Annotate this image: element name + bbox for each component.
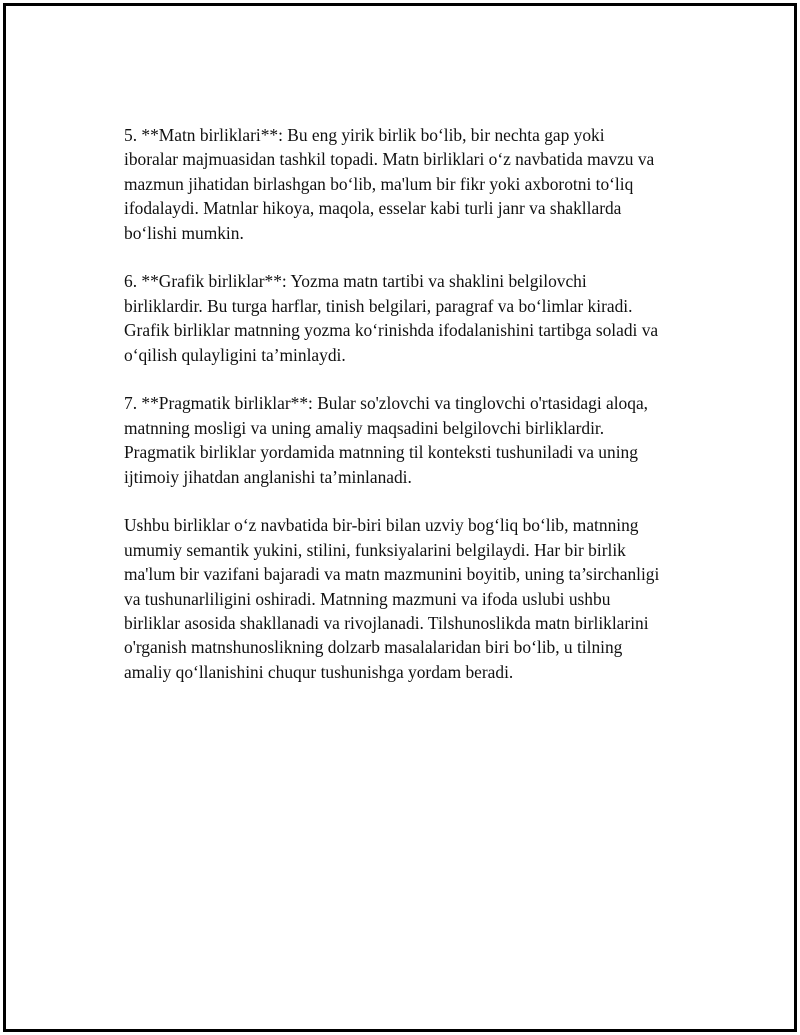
paragraph-line: ifodalaydi. Matnlar hikoya, maqola, esselar kabi turli janr va shakllarda: [124, 198, 622, 219]
paragraph-line: bo‘lishi mumkin.: [124, 222, 244, 243]
paragraph-line: 5. **Matn birliklari**: Bu eng yirik birlik bo‘lib, bir nechta gap yoki: [124, 125, 605, 145]
paragraph-line: 6. **Grafik birliklar**: Yozma matn tartibi va shaklini belgilovchi: [124, 271, 587, 292]
paragraph-line: ma'lum bir vazifani bajaradi va matn mazmunini boyitib, uning ta’sirchanligi: [124, 564, 660, 585]
paragraph-line: mazmun jihatidan birlashgan bo‘lib, ma'lum bir fikr yoki axborotni to‘liq: [124, 173, 634, 194]
paragraph-conclusion: [124, 513, 699, 684]
paragraph-line: o'rganish matnshunoslikning dolzarb masalalaridan biri bo‘lib, u tilning: [124, 637, 623, 658]
page-border: [3, 3, 797, 1032]
paragraph-matn-birliklari: [124, 123, 699, 245]
paragraph-line: Grafik birliklar matnning yozma ko‘rinishda ifodalanishini tartibga soladi va: [124, 320, 659, 341]
paragraph-line: 7. **Pragmatik birliklar**: Bular so'zlovchi va tinglovchi o'rtasidagi aloqa,: [124, 393, 649, 414]
paragraph-line: iboralar majmuasidan tashkil topadi. Matn birliklari o‘z navbatida mavzu va: [124, 149, 655, 170]
paragraph-line: birliklardir. Bu turga harflar, tinish belgilari, paragraf va bo‘limlar kiradi.: [124, 295, 633, 316]
paragraph-line: Pragmatik birliklar yordamida matnning til konteksti tushuniladi va uning: [124, 442, 638, 463]
paragraph-line: ijtimoiy jihatdan anglanishi ta’minlanadi.: [124, 466, 412, 487]
paragraph-line: Ushbu birliklar o‘z navbatida bir-biri bilan uzviy bog‘liq bo‘lib, matnning: [124, 515, 639, 536]
paragraph-line: va tushunarliligini oshiradi. Matnning mazmuni va ifoda uslubi ushbu: [124, 588, 611, 609]
paragraph-grafik-birliklar: [124, 269, 699, 367]
paragraph-line: birliklar asosida shakllanadi va rivojlanadi. Tilshunoslikda matn birliklarini: [124, 613, 649, 634]
paragraph-pragmatik-birliklar: [124, 391, 699, 489]
paragraph-line: o‘qilish qulayligini ta’minlaydi.: [124, 344, 346, 365]
paragraph-line: umumiy semantik yukini, stilini, funksiyalarini belgilaydi. Har bir birlik: [124, 539, 626, 560]
paragraph-line: matnning mosligi va uning amaliy maqsadini belgilovchi birliklardir.: [124, 417, 605, 438]
document-body: [124, 123, 699, 709]
paragraph-line: amaliy qo‘llanishini chuqur tushunishga yordam beradi.: [124, 661, 514, 682]
